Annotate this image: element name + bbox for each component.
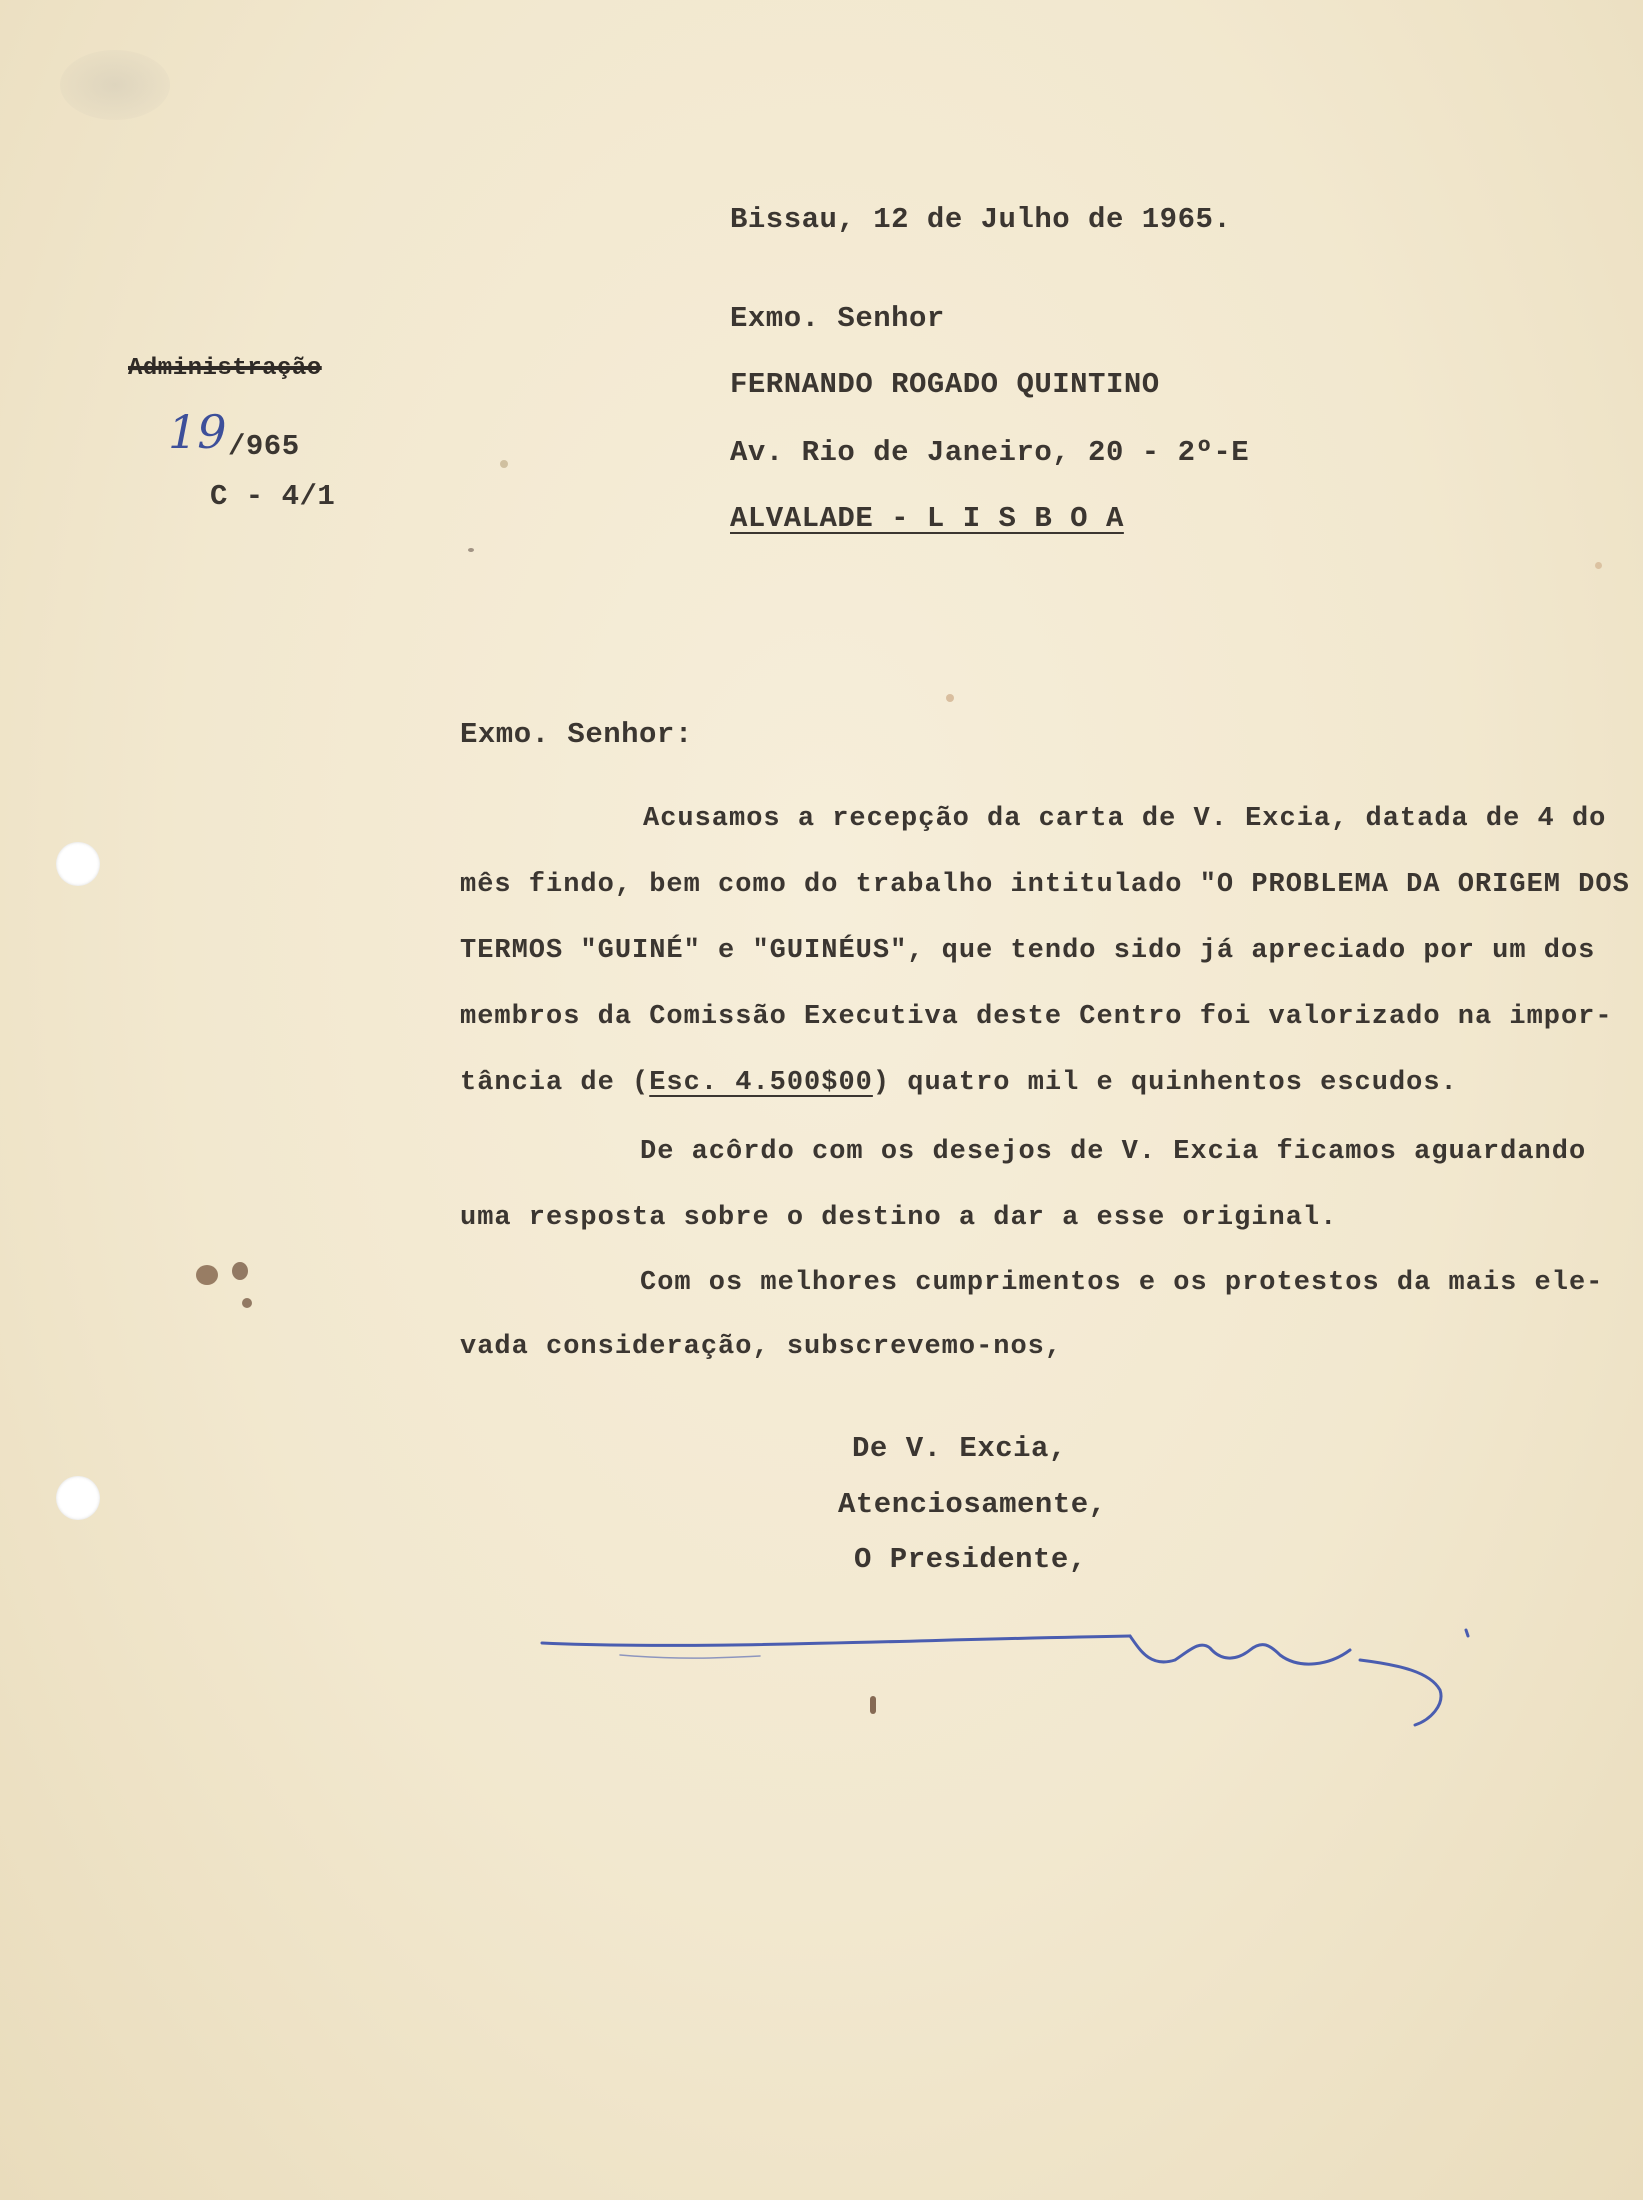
closing-line-1: De V. Excia, xyxy=(852,1432,1067,1465)
closing-line-3: O Presidente, xyxy=(854,1543,1087,1576)
greeting: Exmo. Senhor: xyxy=(460,718,693,751)
recipient-name: FERNANDO ROGADO QUINTINO xyxy=(730,368,1160,401)
recipient-city: ALVALADE - L I S B O A xyxy=(730,502,1124,535)
amount-text: Esc. 4.500$00 xyxy=(649,1068,873,1098)
punch-hole xyxy=(56,842,100,886)
closing-line-2: Atenciosamente, xyxy=(838,1488,1107,1521)
paragraph-1-line-1: Acusamos a recepção da carta de V. Excia, datada de 4 do xyxy=(643,804,1607,834)
paper-speck xyxy=(870,1696,876,1714)
paragraph-1-line-4: membros da Comissão Executiva deste Centro foi valorizado na impor- xyxy=(460,1002,1613,1032)
ink-blot xyxy=(242,1298,252,1308)
paper-speck xyxy=(500,460,508,468)
paragraph-2-line-2: uma resposta sobre o destino a dar a esse original. xyxy=(460,1203,1338,1233)
paragraph-2-line-1: De acôrdo com os desejos de V. Excia ficamos aguardando xyxy=(640,1137,1587,1167)
paragraph-1-line-3: TERMOS "GUINÉ" e "GUINÉUS", que tendo sido já apreciado por um dos xyxy=(460,936,1596,966)
paragraph-1-line-5-end: ) quatro mil e quinhentos escudos. xyxy=(872,1068,1458,1098)
paper-stain xyxy=(60,50,170,120)
paragraph-1-line-5 xyxy=(460,1068,1458,1098)
reference-year: /965 xyxy=(228,430,300,463)
paragraph-3-line-2: vada consideração, subscrevemo-nos, xyxy=(460,1332,1063,1362)
reference-code: C - 4/1 xyxy=(210,480,336,513)
paper-speck xyxy=(946,694,954,702)
paper-speck xyxy=(1595,562,1602,569)
ink-blot xyxy=(232,1262,248,1280)
paragraph-3-line-1: Com os melhores cumprimentos e os protestos da mais ele- xyxy=(640,1268,1604,1298)
paragraph-1-line-5-start: tância de ( xyxy=(460,1068,650,1098)
struck-department-label: Administração xyxy=(128,355,322,382)
date-line: Bissau, 12 de Julho de 1965. xyxy=(730,203,1232,236)
handwritten-reference-number: 19 xyxy=(168,405,227,459)
punch-hole xyxy=(56,1476,100,1520)
recipient-salutation: Exmo. Senhor xyxy=(730,302,945,335)
paragraph-1-line-2: mês findo, bem como do trabalho intitulado "O PROBLEMA DA ORIGEM DOS xyxy=(460,870,1630,900)
ink-blot xyxy=(196,1265,218,1285)
recipient-street: Av. Rio de Janeiro, 20 - 2º-E xyxy=(730,436,1250,469)
paper-speck xyxy=(468,548,474,552)
